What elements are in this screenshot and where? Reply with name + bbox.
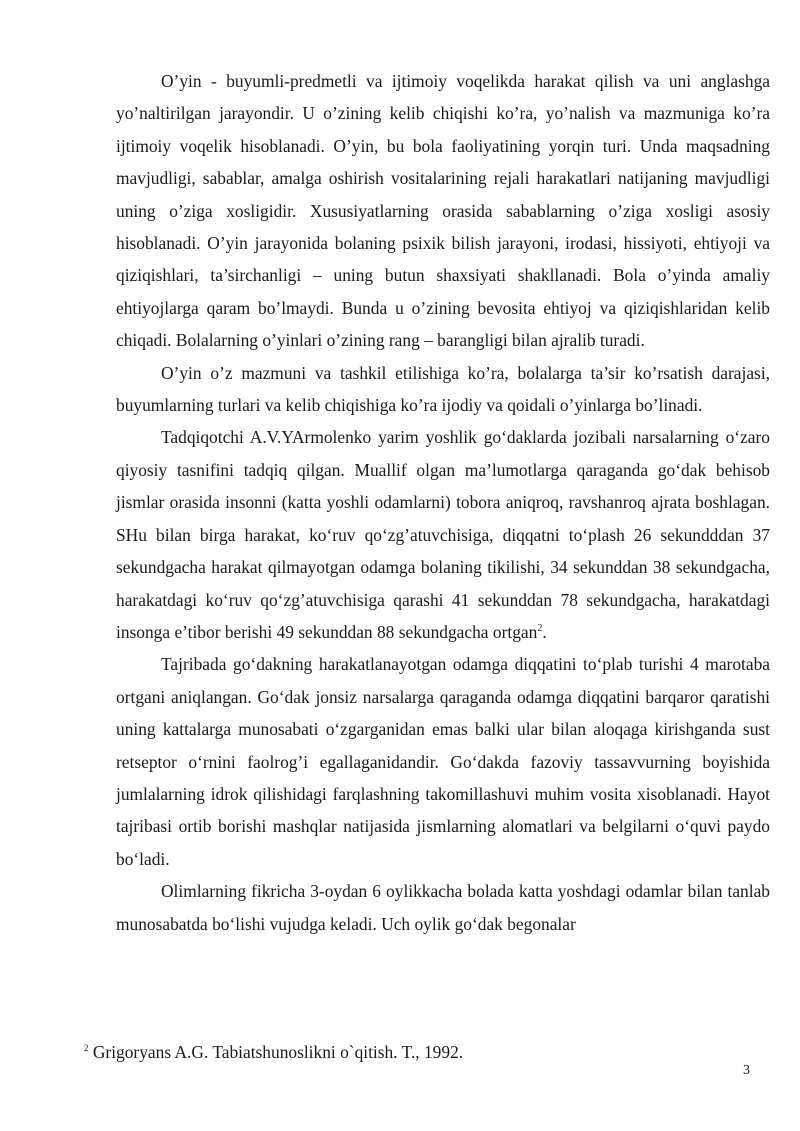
body-text bbox=[116, 65, 770, 940]
page-number: 3 bbox=[743, 1063, 750, 1078]
paragraph-4: Tajribada go‘dakning harakatlanayotgan odamga diqqatini to‘plab turishi 4 marotaba ortgani aniqlangan. Go‘dak jonsiz narsalarga qaraganda odamga diqqatini barqaror qaratishi uning kattalarga munosabati o‘zgarganidan emas balki ular bilan aloqaga kirishganda sust retseptor o‘rnini faolrog’i egallaganidandir. Go‘dakda fazoviy tassavvurning boyishida jumlalarning idrok qilishidagi farqlashning takomillashuvi muhim vosita xisoblanadi. Hayot tajribasi ortib borishi mashqlar natijasida jismlarning alomatlari va belgilarni o‘quvi paydo bo‘ladi. bbox=[116, 654, 770, 869]
paragraph-2: O’yin o’z mazmuni va tashkil etilishiga ko’ra, bolalarga ta’sir ko’rsatish darajasi, buyumlarning turlari va kelib chiqishiga ko’ra ijodiy va qoidali o’yinlarga bo’linadi. bbox=[116, 362, 770, 416]
paragraph-5: Olimlarning fikricha 3-oydan 6 oylikkacha bolada katta yoshdagi odamlar bilan tanlab munosabatda bo‘lishi vujudga keladi. Uch oylik go‘dak begonalar bbox=[116, 881, 770, 934]
footnote-text: Grigoryans A.G. Tabiatshunoslikni o`qitish. T., 1992. bbox=[92, 1042, 464, 1062]
paragraph-3-text: Tadqiqotchi A.V.YArmolenko yarim yoshlik go‘daklarda jozibali narsalarning o‘zaro qiyosiy tasnifini tadqiq qilgan. Muallif olgan ma’lumotlarga qaraganda go‘dak behisob jismlar orasida insonni (katta yoshli odamlarni) tobora aniqroq, ravshanroq ajrata boshlagan. SHu bilan birga harakat, ko‘ruv qo‘zg’atuvchisiga, diqqatni to‘plash 26 sekundddan 37 sekundgacha harakat qilmayotgan odamga bolaning tikilishi, 34 sekunddan 38 sekundgacha, harakatdagi ko‘ruv qo‘zg’atuvchisiga qarashi 41 sekunddan 78 sekundgacha, harakatdagi insonga e’tibor berishi 49 sekunddan 88 sekundgacha ortgan bbox=[116, 427, 770, 642]
paragraph-3 bbox=[116, 421, 770, 648]
paragraph-1: O’yin - buyumli-predmetli va ijtimoiy voqelikda harakat qilish va uni anglashga yo’naltirilgan jarayondir. U o’zining kelib chiqishi ko’ra, yo’nalish va mazmuniga ko’ra ijtimoiy voqelik hisoblanadi. O’yin, bu bola faoliyatining yorqin turi. Unda maqsadning mavjudligi, sabablar, amalga oshirish vositalarining rejali harakatlari natijaning mavjudligi uning o’ziga xosligidir. Xususiyatlarning orasida sabablarning o’ziga xosligi asosiy hisoblanadi. O’yin jarayonida bolaning psixik bilish jarayoni, irodasi, hissiyoti, ehtiyoji va qiziqishlari, ta’sirchanligi – uning butun shaxsiyati shakllanadi. Bola o’yinda amaliy ehtiyojlarga qaram bo’lmaydi. Bunda u o’zining bevosita ehtiyoj va qiziqishlaridan kelib chiqadi. Bolalarning o’yinlari o’zining rang – barangligi bilan ajralib turadi. bbox=[116, 71, 770, 351]
footnote-reference: 2 bbox=[537, 623, 543, 635]
footnote-marker: 2 bbox=[84, 1043, 89, 1054]
footnote bbox=[84, 1040, 774, 1064]
paragraph-3-end: . bbox=[542, 621, 547, 642]
